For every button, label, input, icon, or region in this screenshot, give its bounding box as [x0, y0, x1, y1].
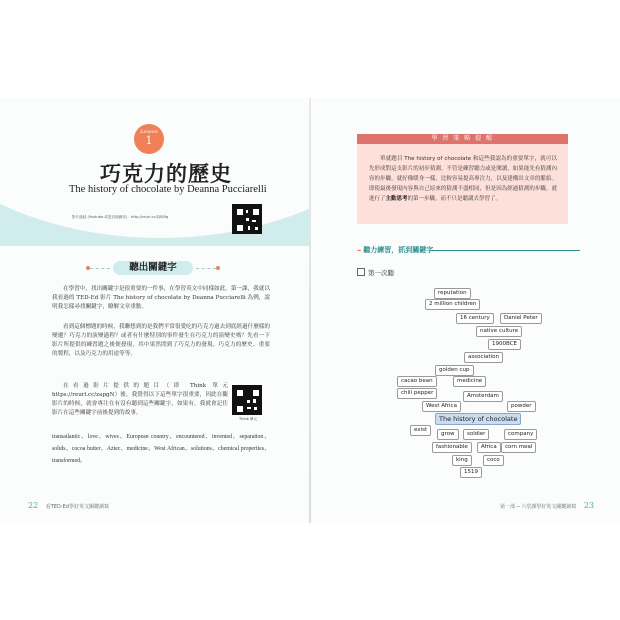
- left-page: [0, 98, 310, 523]
- strategy-tip-text: [369, 154, 557, 204]
- keyword-chip: Daniel Peter: [500, 313, 542, 324]
- section-title-listening-text: 聽力練習，抓到關鍵字: [363, 246, 434, 254]
- section-rule: [430, 250, 580, 251]
- lesson-badge: [134, 124, 164, 154]
- subsection-first-listen-text: 第一次聽: [368, 269, 394, 277]
- keyword-chip: powder: [507, 401, 536, 412]
- footer-right: [500, 501, 594, 510]
- page-number-left: 22: [28, 501, 39, 510]
- keyword-chip: Africa: [477, 442, 501, 453]
- page-number-right: 23: [583, 501, 594, 510]
- keyword-chip: coco: [483, 455, 504, 466]
- lesson-badge-script: Lesson: [140, 129, 158, 135]
- footer-left-text: 看TED-Ed學好英文關鍵讀寫: [45, 504, 109, 510]
- book-spread: [0, 98, 620, 523]
- section-rule-left: [90, 268, 110, 269]
- keyword-chip: 2 million children: [425, 299, 480, 310]
- keyword-chip: 1519: [460, 467, 482, 478]
- keyword-chip: 16 century: [456, 313, 494, 324]
- keyword-chip: cacao bean: [397, 376, 437, 387]
- strategy-tip-header: 學 習 策 略 提 醒: [357, 134, 568, 144]
- keyword-chip: chili pepper: [397, 388, 437, 399]
- keyword-chip: fashionable: [432, 442, 472, 453]
- footer-right-text: 第一部 ─ 六堂課學好英文關鍵讀寫: [500, 504, 577, 510]
- tip-text-after: 的第一步驟，而不只是聽講式學習了。: [407, 196, 502, 202]
- section-rule-right: [196, 268, 216, 269]
- keyword-chip: West Africa: [422, 401, 461, 412]
- video-link-caption: 影片連結 (Youtube 或是其他網站)：http://reurl.cc/ZjEJRg: [72, 215, 169, 219]
- keyword-chip: king: [452, 455, 472, 466]
- keyword-chip: reputation: [434, 288, 471, 299]
- arrow-icon: ➡: [357, 248, 362, 254]
- strategy-tip-box: [357, 144, 568, 224]
- subsection-first-listen: [357, 268, 394, 277]
- chapter-title-en: The history of chocolate by Deanna Pucciarelli: [69, 184, 267, 195]
- qr-code-video[interactable]: [232, 204, 262, 234]
- section-dot-right: [216, 266, 220, 270]
- keyword-chip-center: The history of chocolate: [435, 413, 521, 425]
- keyword-chip: native culture: [476, 326, 522, 337]
- keyword-chip: corn meal: [501, 442, 536, 453]
- keyword-chip: medicine: [453, 376, 486, 387]
- tip-text-before: 單就題目 The history of chocolate 和這些我認為的重要單字，就可以先形成對這支影片的初步猜測。不管是練習聽力或是閱讀，如果能先有猜測內容的步驟，就好像暖身一樣，比較容易提高專注力，以及建構出文章的脈絡。即使最後發現內容與自己原來的猜測不盡相同，但是因為經過猜測的步驟，就進行了: [369, 156, 557, 202]
- checkbox-icon: [357, 268, 365, 276]
- keyword-chip: golden cup: [435, 365, 474, 376]
- chapter-title-zh: 巧克力的歷史: [100, 161, 232, 186]
- section-title-keywords: 聽出關鍵字: [113, 261, 193, 275]
- section-title-listening: [357, 245, 433, 255]
- tip-text-bold: 主動思考: [385, 196, 408, 202]
- paragraph-2: 看到這個標題的時候，我聯想到的是我們平常很愛吃的巧克力過去到底經過什麼樣的變遷？巧克力的演變過程？或者有什麼特別的事件發生在巧克力的演變史嗎？先看一下影片所提供的練習題之後便發現，其中果然問到了巧克力的發現、巧克力的歷史、重要的製程，以及巧克力的用途等等。: [52, 324, 270, 357]
- keyword-chip: Amsterdam: [463, 391, 503, 402]
- lesson-badge-number: 1: [145, 134, 153, 147]
- keyword-chip: grow: [437, 429, 459, 440]
- keyword-list: transatlantic、love、wives、European country、encountered、invented、separation、solids、cocoa butter、Aztec、medicine、West African、solutions、chemical properties、transformed。: [52, 434, 270, 464]
- paragraph-3: 在看過影片提供的題目（即 Think 單元 https://reurl.cc/zapgN）後，我覺得以下這些單字很重要，因此在觀影片的時候，就會專注在有沒有聽到這些關鍵字，如果有，我就會記住影片在這些關鍵字前後提到的故事。: [52, 383, 228, 416]
- right-page: [310, 98, 620, 523]
- section-dot-left: [86, 266, 90, 270]
- qr-code-think[interactable]: [232, 385, 262, 415]
- qr-caption-think: Think 單元: [239, 417, 258, 421]
- keyword-chip: exist: [410, 425, 431, 436]
- keyword-chip: company: [504, 429, 537, 440]
- footer-left: [28, 501, 109, 510]
- paragraph-1: 在學習中，找出關鍵字是很重要的一件事，在學習英文中同樣如此。第一課，我就以我看過的 TED-Ed 影片 The history of chocolate by Deanna Pucciarelli 為例，說明我怎樣尋找關鍵字，瞭解文章重點。: [52, 286, 270, 310]
- keyword-chip: association: [464, 352, 503, 363]
- keyword-chip: soldier: [463, 429, 489, 440]
- keyword-chip: 1900BCE: [488, 339, 521, 350]
